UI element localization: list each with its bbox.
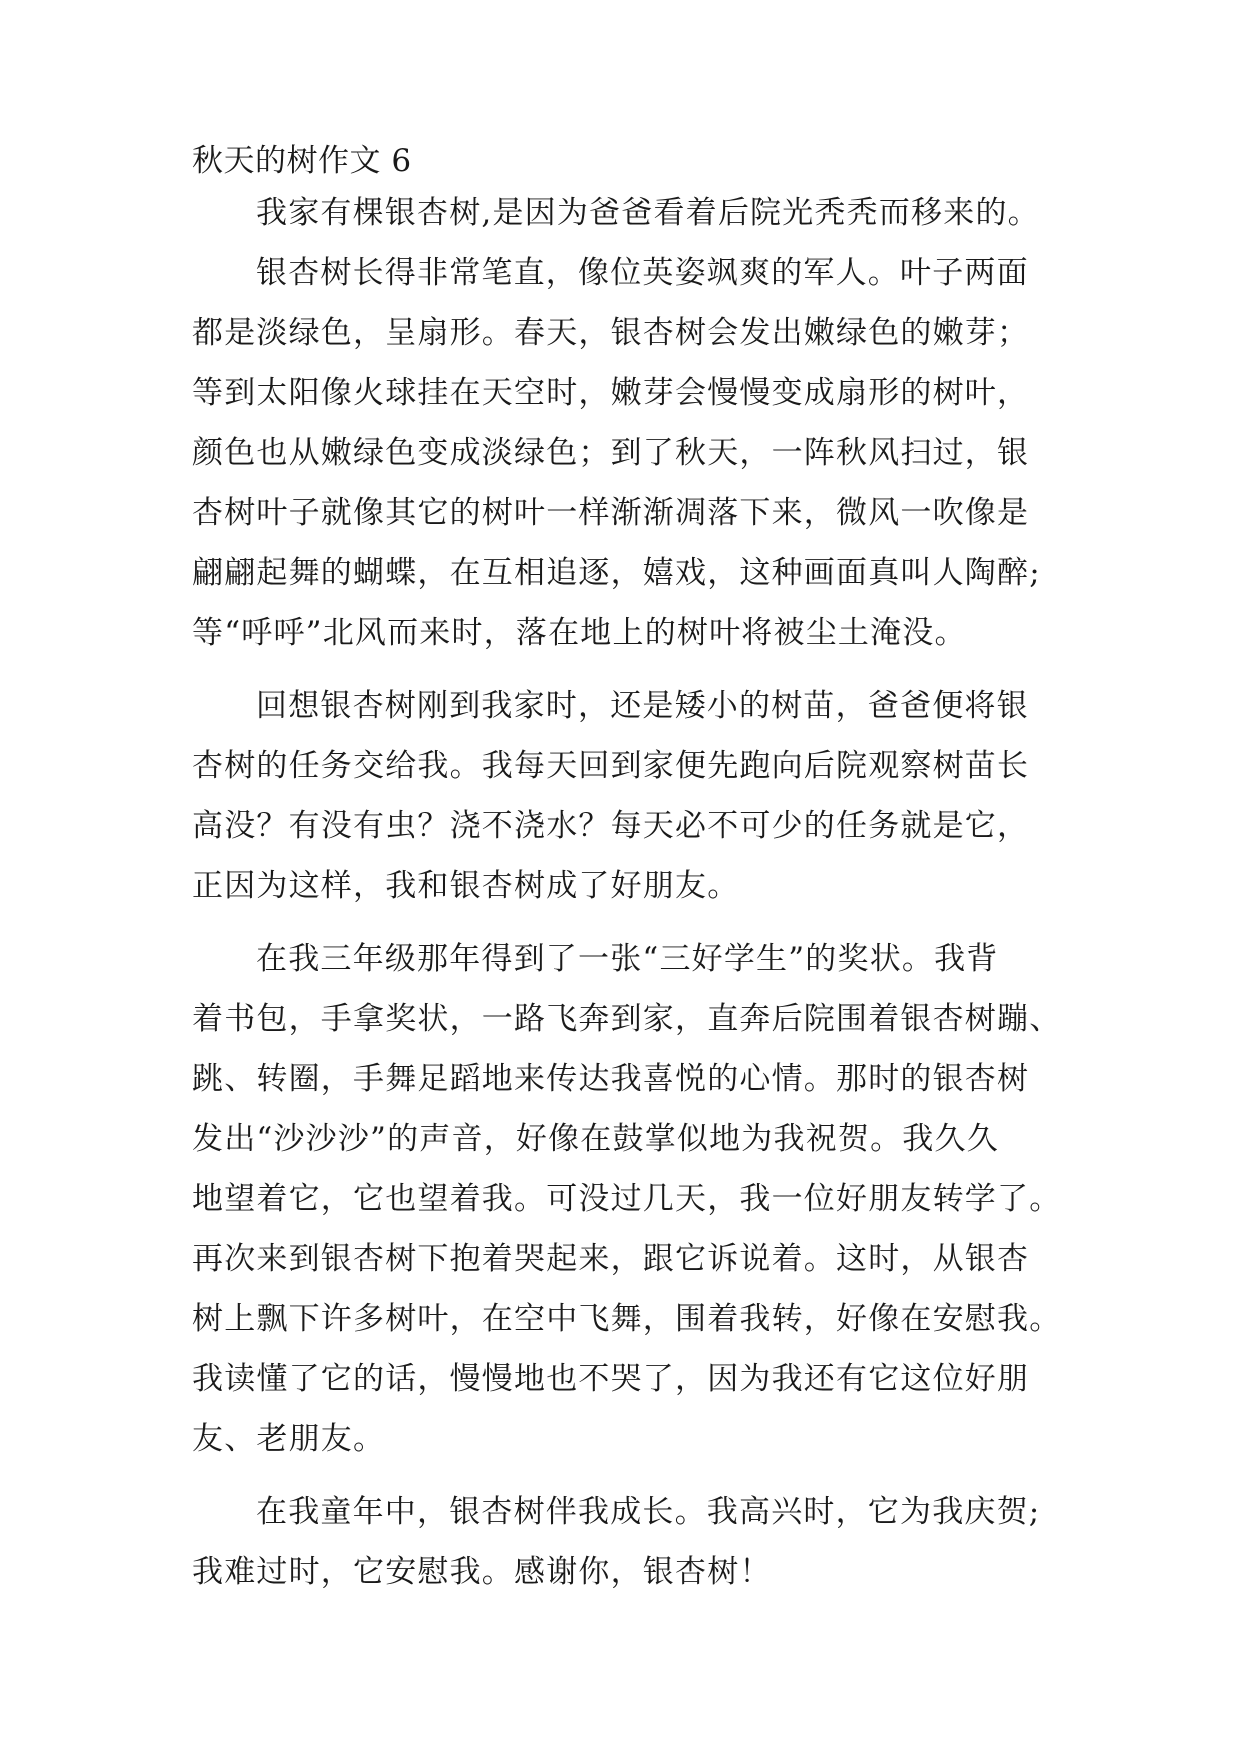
text-line: 地望着它，它也望着我。可没过几天，我一位好朋友转学了。	[192, 1181, 1062, 1217]
text-line: 发出“沙沙沙”的声音，好像在鼓掌似地为我祝贺。我久久	[192, 1121, 999, 1157]
text-line: 回想银杏树刚到我家时，还是矮小的树苗，爸爸便将银	[256, 688, 1029, 724]
text-line: 我难过时，它安慰我。感谢你，银杏树！	[192, 1554, 772, 1590]
text-line: 翩翩起舞的蝴蝶，在互相追逐，嬉戏，这种画面真叫人陶醉;	[192, 555, 1041, 591]
text-line: 颜色也从嫩绿色变成淡绿色；到了秋天，一阵秋风扫过，银	[192, 435, 1030, 471]
text-line: 友、老朋友。	[192, 1421, 386, 1457]
text-line: 银杏树长得非常笔直，像位英姿飒爽的军人。叶子两面	[256, 255, 1029, 291]
text-line: 再次来到银杏树下抱着哭起来，跟它诉说着。这时，从银杏	[192, 1241, 1030, 1277]
text-line: 杏树叶子就像其它的树叶一样渐渐凋落下来，微风一吹像是	[192, 495, 1030, 531]
text-line: 杏树的任务交给我。我每天回到家便先跑向后院观察树苗长	[192, 748, 1030, 784]
text-line: 都是淡绿色，呈扇形。春天，银杏树会发出嫩绿色的嫩芽；	[192, 315, 1030, 351]
text-line: 树上飘下许多树叶，在空中飞舞，围着我转，好像在安慰我。	[192, 1301, 1062, 1337]
text-line: 在我童年中，银杏树伴我成长。我高兴时，它为我庆贺;	[256, 1494, 1041, 1530]
text-line: 在我三年级那年得到了一张“三好学生”的奖状。我背	[256, 941, 999, 977]
text-line: 等“呼呼”北风而来时，落在地上的树叶将被尘土淹没。	[192, 615, 967, 651]
text-line: 高没？有没有虫？浇不浇水？每天必不可少的任务就是它，	[192, 808, 1030, 844]
text-line: 着书包，手拿奖状，一路飞奔到家，直奔后院围着银杏树蹦、	[192, 1001, 1062, 1037]
text-line: 我家有棵银杏树,是因为爸爸看着后院光秃秃而移来的。	[256, 195, 1040, 231]
text-line: 我读懂了它的话，慢慢地也不哭了，因为我还有它这位好朋	[192, 1361, 1030, 1397]
essay-title: 秋天的树作文 6	[192, 143, 412, 179]
text-line: 等到太阳像火球挂在天空时，嫩芽会慢慢变成扇形的树叶，	[192, 375, 1030, 411]
text-line: 跳、转圈，手舞足蹈地来传达我喜悦的心情。那时的银杏树	[192, 1061, 1030, 1097]
text-line: 正因为这样，我和银杏树成了好朋友。	[192, 868, 740, 904]
